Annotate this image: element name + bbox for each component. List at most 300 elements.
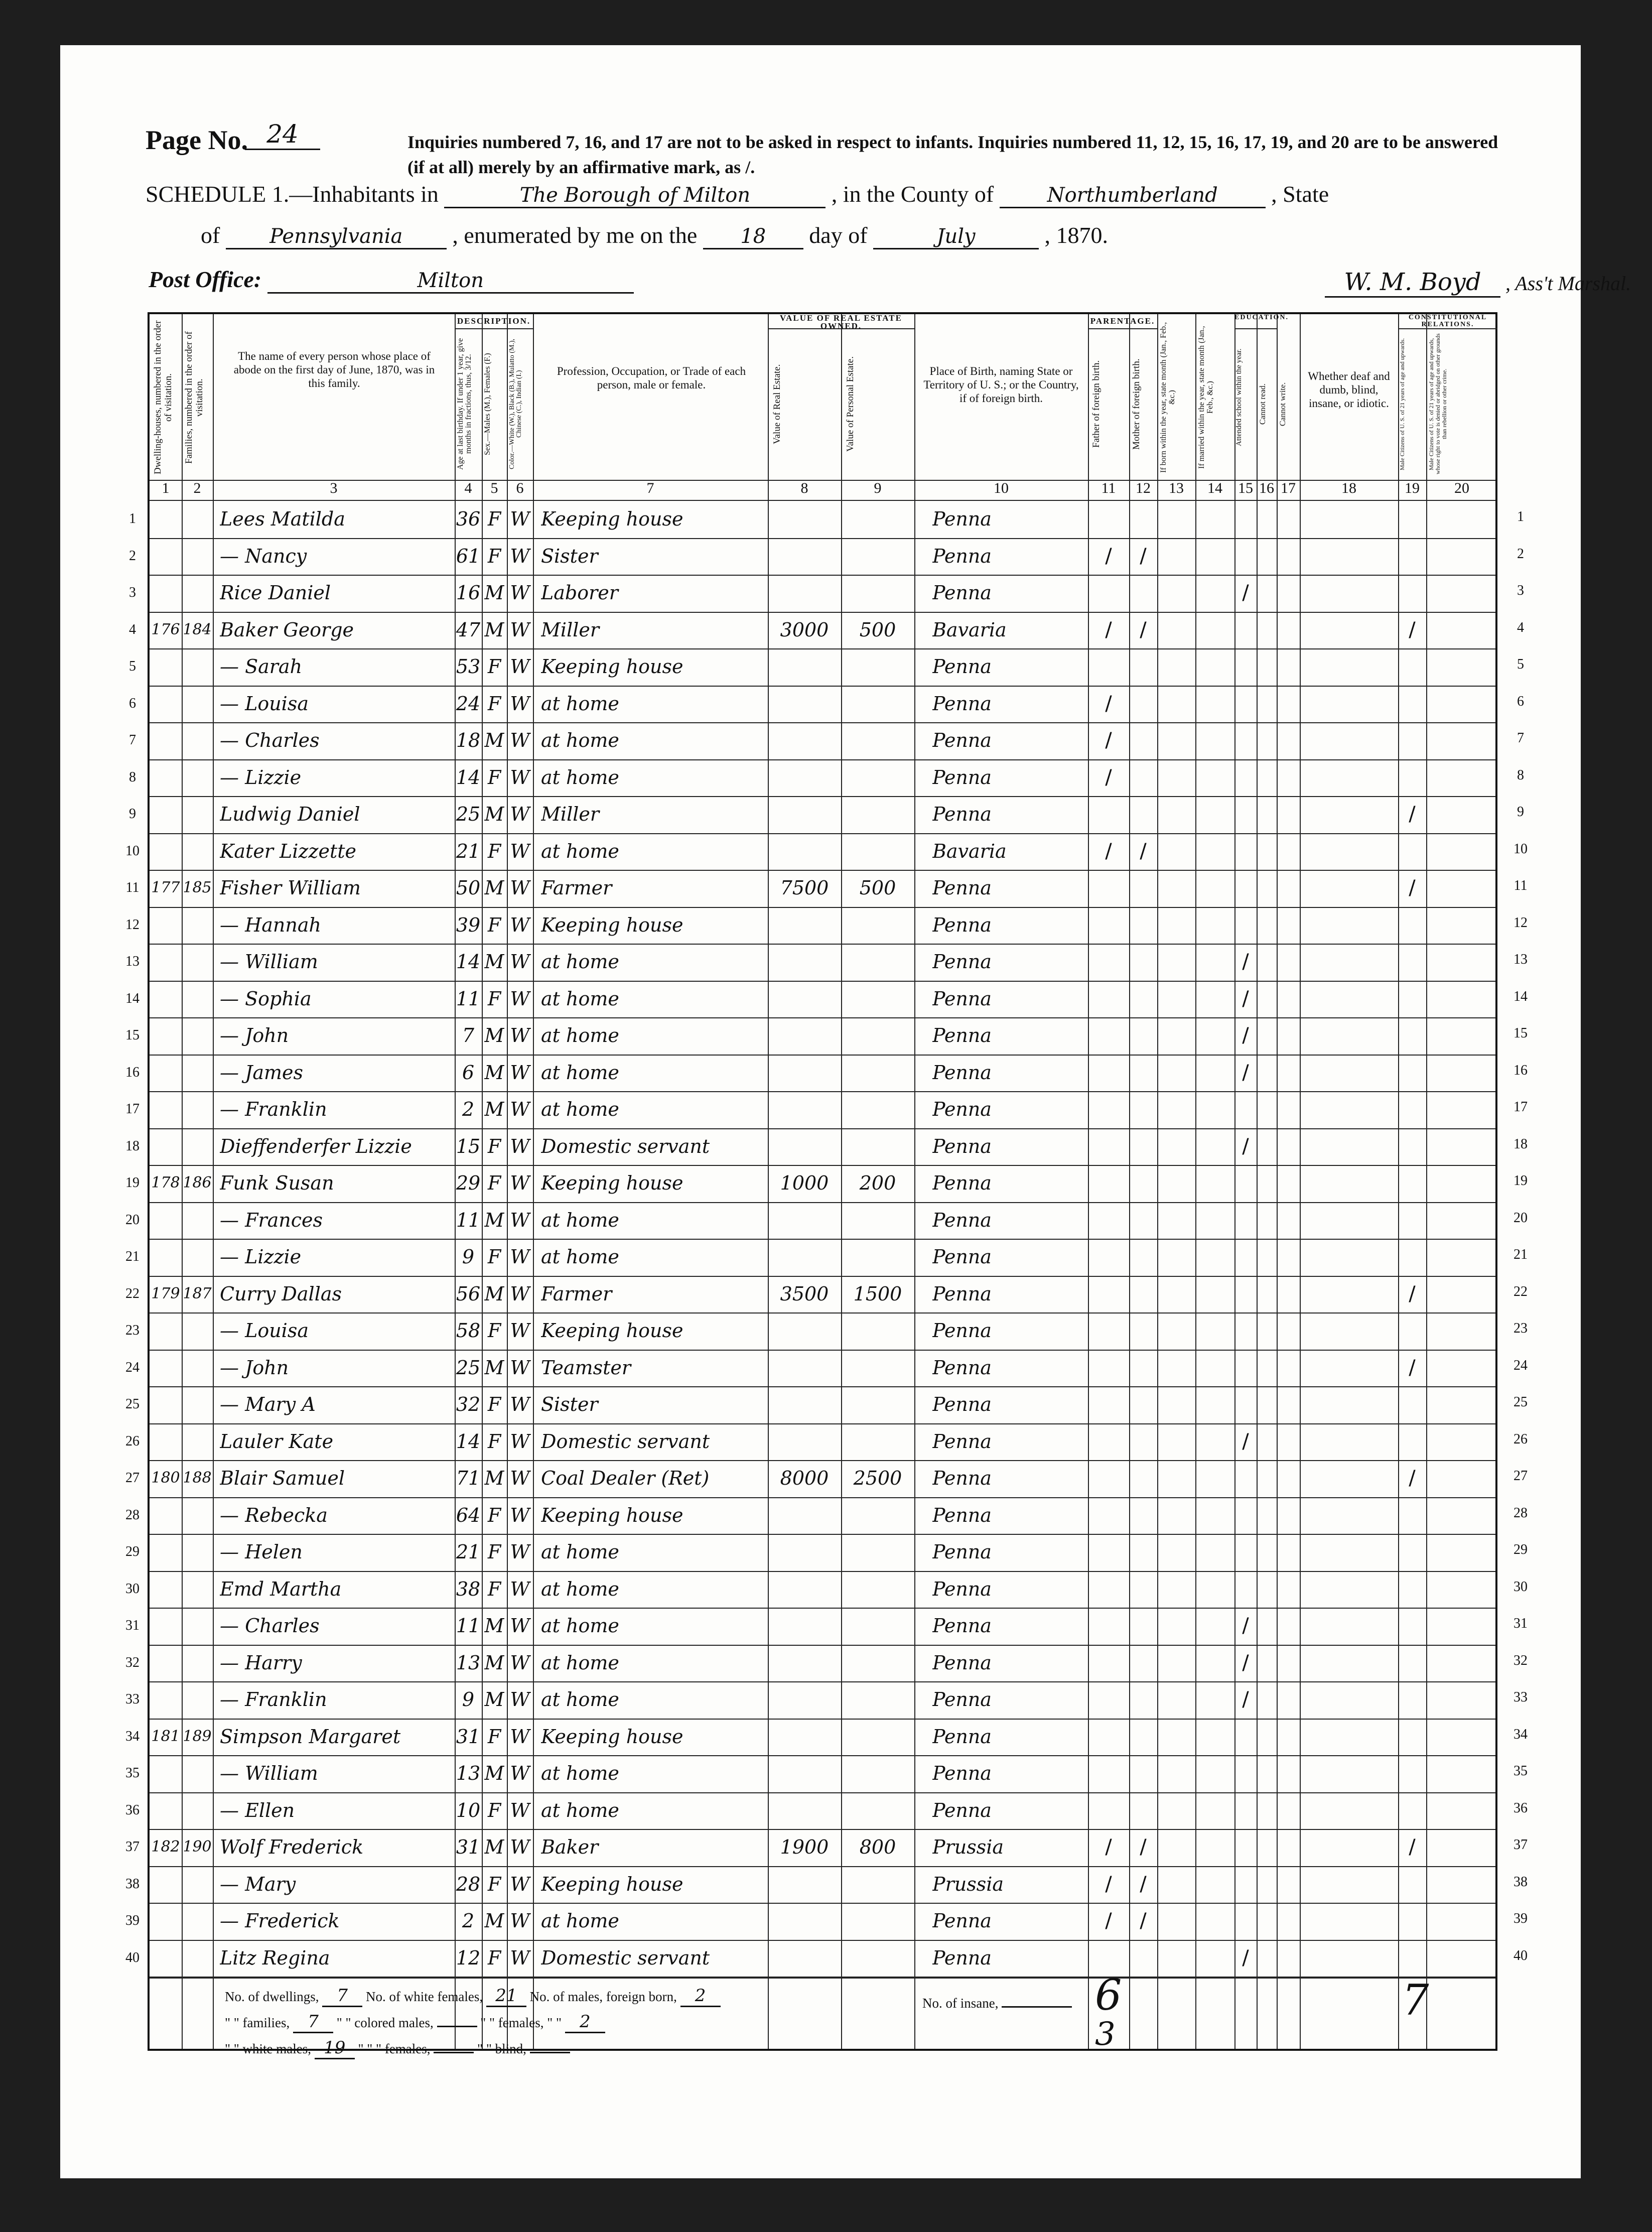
col-number: 16: [1259, 480, 1274, 496]
citizen-mark: [1398, 686, 1426, 722]
birthplace: Penna: [932, 1356, 992, 1379]
real-estate-value: 3000: [780, 618, 829, 641]
tally-father-foreign: 6: [1095, 1971, 1122, 2020]
real-estate-value: [768, 1681, 841, 1718]
school-mark: [1234, 907, 1257, 943]
margin-line-number: 25: [1513, 1394, 1528, 1410]
person-name: — Nancy: [220, 545, 307, 567]
school-mark: /: [1242, 581, 1249, 604]
dwelling-number: [150, 575, 182, 611]
age: 31: [456, 1725, 481, 1748]
margin-line-number: 2: [1517, 546, 1524, 562]
real-estate-value: 3500: [780, 1282, 829, 1305]
age: 28: [456, 1873, 481, 1895]
mother-foreign-mark: /: [1140, 1872, 1147, 1896]
sex: M: [484, 1615, 504, 1637]
school-mark: [1234, 501, 1257, 537]
citizen-mark: [1398, 1571, 1426, 1607]
father-foreign-mark: /: [1105, 729, 1112, 752]
sex: M: [484, 1651, 504, 1674]
personal-estate-value: [841, 1903, 914, 1939]
birthplace: Penna: [932, 1762, 992, 1784]
real-estate-value: [768, 538, 841, 574]
birthplace: Penna: [932, 1320, 992, 1342]
sex: F: [487, 1541, 501, 1563]
personal-estate-value: 800: [859, 1836, 896, 1858]
person-name: — Lizzie: [220, 766, 302, 789]
footer-line-3: [225, 2038, 570, 2059]
occupation: at home: [541, 1799, 619, 1821]
age: 71: [456, 1467, 481, 1489]
family-number: [182, 1423, 213, 1460]
col-8-header: Value of Real Estate.: [772, 364, 782, 444]
sex: M: [484, 1061, 504, 1084]
person-name: — Charles: [220, 729, 320, 751]
citizen-mark: [1398, 1866, 1426, 1902]
occupation: at home: [541, 1762, 619, 1784]
females-foreign-label: " " females, " ": [480, 2015, 562, 2030]
line-number: 4: [129, 621, 136, 637]
family-number: [182, 1055, 213, 1091]
citizen-mark: [1398, 1903, 1426, 1939]
family-number: [182, 1645, 213, 1681]
margin-line-number: 6: [1517, 693, 1524, 709]
dwelling-number: [150, 686, 182, 722]
line-number: 38: [125, 1876, 140, 1892]
scan-edge-bottom: [0, 2178, 1652, 2232]
father-foreign-mark: [1088, 870, 1129, 906]
occupation: at home: [541, 1615, 619, 1637]
color: W: [510, 1430, 530, 1453]
age: 12: [456, 1946, 481, 1969]
birthplace: Penna: [932, 1098, 992, 1120]
school-mark: [1234, 1091, 1257, 1127]
father-foreign-mark: [1088, 1350, 1129, 1386]
age: 13: [456, 1762, 481, 1784]
mother-foreign-mark: [1129, 1645, 1157, 1681]
real-estate-value: [768, 1202, 841, 1238]
family-number: [182, 1866, 213, 1902]
citizen-mark: /: [1409, 803, 1416, 826]
person-name: Fisher William: [220, 877, 361, 899]
occupation: Domestic servant: [541, 1430, 710, 1453]
color: W: [510, 1098, 530, 1120]
county-label: , in the County of: [831, 181, 994, 207]
sex: F: [487, 692, 501, 715]
dwelling-number: [150, 944, 182, 980]
post-office-label: Post Office:: [149, 267, 262, 292]
school-mark: [1234, 1202, 1257, 1238]
dwelling-number: [150, 1128, 182, 1164]
father-foreign-mark: [1088, 1460, 1129, 1496]
color: W: [510, 1836, 530, 1858]
line-number: 12: [125, 916, 140, 933]
father-foreign-mark: [1088, 1017, 1129, 1054]
school-mark: [1234, 1866, 1257, 1902]
col-number: 2: [193, 480, 201, 496]
insane-value: [1002, 2006, 1072, 2008]
age: 11: [456, 1209, 481, 1231]
family-number: [182, 1755, 213, 1791]
personal-estate-value: 2500: [853, 1467, 902, 1489]
school-mark: /: [1242, 1429, 1249, 1453]
family-number: 185: [183, 879, 212, 896]
personal-estate-value: 1500: [853, 1282, 902, 1305]
real-estate-value: [768, 1017, 841, 1054]
occupation: at home: [541, 1098, 619, 1120]
line-number: 40: [125, 1949, 140, 1965]
birthplace: Penna: [932, 1467, 992, 1489]
person-name: — Franklin: [220, 1098, 327, 1120]
family-number: [182, 833, 213, 869]
age: 25: [456, 803, 481, 825]
father-foreign-mark: [1088, 1202, 1129, 1238]
sex: F: [487, 1725, 501, 1748]
citizen-mark: /: [1409, 876, 1416, 899]
personal-estate-value: [841, 1866, 914, 1902]
citizen-mark: [1398, 981, 1426, 1017]
mother-foreign-mark: [1129, 1239, 1157, 1275]
person-name: — William: [220, 951, 318, 973]
birthplace: Prussia: [932, 1836, 1004, 1858]
sex: F: [487, 508, 501, 530]
person-name: Ludwig Daniel: [220, 803, 360, 825]
age: 24: [456, 692, 481, 715]
sex: M: [484, 1688, 504, 1711]
description-group-header: DESCRIPTION.: [457, 316, 531, 326]
dwelling-number: [150, 759, 182, 796]
sex: M: [484, 803, 504, 825]
mother-foreign-mark: [1129, 1460, 1157, 1496]
schedule-line: [146, 181, 1329, 208]
birthplace: Penna: [932, 1541, 992, 1563]
color: W: [510, 1061, 530, 1084]
personal-estate-value: [841, 1681, 914, 1718]
real-estate-value: [768, 722, 841, 758]
white-males-label: " " white males,: [225, 2041, 312, 2056]
family-number: [182, 1386, 213, 1422]
line-number: 27: [125, 1470, 140, 1486]
citizen-mark: [1398, 1681, 1426, 1718]
education-group-header: EDUCATION.: [1234, 314, 1289, 321]
person-name: — Frances: [220, 1209, 323, 1231]
blind-label: " " blind,: [477, 2041, 526, 2056]
birthplace: Penna: [932, 1688, 992, 1711]
mother-foreign-mark: [1129, 1055, 1157, 1091]
line-number: 18: [125, 1138, 140, 1154]
sex: M: [484, 582, 504, 604]
color: W: [510, 1209, 530, 1231]
dwelling-number: [150, 1386, 182, 1422]
birthplace: Penna: [932, 1282, 992, 1305]
school-mark: [1234, 538, 1257, 574]
dwelling-number: [150, 981, 182, 1017]
family-number: [182, 907, 213, 943]
dwelling-number: [150, 1497, 182, 1533]
citizen-mark: [1398, 1386, 1426, 1422]
citizen-mark: [1398, 538, 1426, 574]
birthplace: Penna: [932, 803, 992, 825]
father-foreign-mark: [1088, 907, 1129, 943]
age: 50: [456, 877, 481, 899]
personal-estate-value: [841, 796, 914, 832]
person-name: — James: [220, 1061, 303, 1084]
mother-foreign-mark: [1129, 1202, 1157, 1238]
col-number: 4: [464, 480, 472, 496]
family-number: [182, 1534, 213, 1570]
school-mark: [1234, 759, 1257, 796]
school-mark: /: [1242, 1061, 1249, 1084]
color: W: [510, 655, 530, 678]
sex: F: [487, 987, 501, 1010]
personal-estate-value: [841, 1312, 914, 1349]
school-mark: /: [1242, 1614, 1249, 1637]
dwelling-number: [150, 1017, 182, 1054]
col-number: 13: [1169, 480, 1184, 496]
margin-line-number: 33: [1513, 1689, 1528, 1705]
sex: F: [487, 1946, 501, 1969]
personal-estate-value: [841, 501, 914, 537]
margin-line-number: 23: [1513, 1321, 1528, 1336]
family-number: [182, 759, 213, 796]
family-number: [182, 1239, 213, 1275]
dwelling-number: [150, 1866, 182, 1902]
sex: F: [487, 913, 501, 936]
col-11-header: Father of foreign birth.: [1091, 360, 1102, 448]
color: W: [510, 1467, 530, 1489]
month-field: July: [873, 225, 1039, 249]
family-number: [182, 538, 213, 574]
dwelling-number: 177: [151, 879, 180, 896]
mother-foreign-mark: [1129, 944, 1157, 980]
age: 25: [456, 1356, 481, 1379]
line-number: 37: [125, 1839, 140, 1855]
color: W: [510, 618, 530, 641]
line-number: 30: [125, 1581, 140, 1597]
col-4-header: Age at last birthday. If under 1 year, give months in fractions, thus, 3/12.: [456, 338, 473, 470]
age: 18: [456, 729, 481, 751]
age: 36: [456, 508, 481, 530]
footer-insane: [922, 1996, 1072, 2011]
occupation: Sister: [541, 545, 598, 567]
person-name: — Helen: [220, 1541, 303, 1563]
personal-estate-value: [841, 1017, 914, 1054]
state-field: Pennsylvania: [226, 225, 447, 249]
color: W: [510, 1762, 530, 1784]
citizen-mark: /: [1409, 1835, 1416, 1859]
line-number: 34: [125, 1728, 140, 1744]
instructions-note: Inquiries numbered 7, 16, and 17 are not to be asked in respect to infants. Inquiries numbered 11, 12, 15, 16, 17, 19, and 20 are to be answered (if at all) merely by an affirmative mark, as /.: [407, 132, 1498, 177]
father-foreign-mark: [1088, 575, 1129, 611]
real-estate-value: [768, 759, 841, 796]
color: W: [510, 1799, 530, 1821]
line-number: 15: [125, 1027, 140, 1043]
father-foreign-mark: [1088, 1534, 1129, 1570]
real-estate-value: [768, 1055, 841, 1091]
color: W: [510, 582, 530, 604]
color: W: [510, 508, 530, 530]
family-number: [182, 1202, 213, 1238]
margin-line-number: 4: [1517, 619, 1524, 635]
margin-line-number: 3: [1517, 583, 1524, 598]
personal-estate-value: [841, 1571, 914, 1607]
occupation: at home: [541, 1578, 619, 1600]
family-number: 190: [183, 1838, 212, 1856]
mother-foreign-mark: [1129, 1128, 1157, 1164]
sex: F: [487, 655, 501, 678]
real-estate-value: [768, 1128, 841, 1164]
margin-line-number: 31: [1513, 1616, 1528, 1631]
dwelling-number: [150, 1940, 182, 1976]
margin-line-number: 35: [1513, 1763, 1528, 1779]
state-label: , State: [1271, 181, 1329, 207]
mother-foreign-mark: [1129, 1386, 1157, 1422]
color: W: [510, 1282, 530, 1305]
white-females-label: No. of white females,: [365, 1989, 483, 2004]
real-estate-value: [768, 1497, 841, 1533]
page-number-label: Page No.: [146, 125, 248, 155]
father-foreign-mark: [1088, 501, 1129, 537]
mother-foreign-mark: /: [1140, 1909, 1147, 1932]
col-7-header: Profession, Occupation, or Trade of each person, male or female.: [557, 365, 746, 391]
dwelling-number: 180: [151, 1469, 180, 1487]
col-16-header: Cannot read.: [1259, 383, 1267, 425]
birthplace: Penna: [932, 1504, 992, 1526]
col-17-header: Cannot write.: [1279, 382, 1287, 426]
citizen-mark: /: [1409, 1467, 1416, 1490]
personal-estate-value: [841, 722, 914, 758]
birthplace: Penna: [932, 1172, 992, 1194]
school-mark: [1234, 1903, 1257, 1939]
col-number: 17: [1281, 480, 1296, 496]
personal-estate-value: [841, 944, 914, 980]
personal-estate-value: [841, 648, 914, 685]
margin-line-number: 32: [1513, 1652, 1528, 1668]
margin-line-number: 10: [1513, 841, 1528, 857]
father-foreign-mark: /: [1105, 544, 1112, 568]
schedule-label: SCHEDULE 1.—Inhabitants in: [146, 181, 439, 207]
age: 11: [456, 1615, 481, 1637]
col-number: 18: [1341, 480, 1356, 496]
personal-estate-value: 500: [859, 877, 896, 899]
margin-line-number: 36: [1513, 1800, 1528, 1816]
family-number: [182, 1128, 213, 1164]
family-number: [182, 575, 213, 611]
margin-line-number: 9: [1517, 804, 1524, 820]
birthplace: Penna: [932, 913, 992, 936]
birthplace: Penna: [932, 582, 992, 604]
age: 21: [456, 840, 481, 862]
school-mark: [1234, 1165, 1257, 1201]
birthplace: Penna: [932, 545, 992, 567]
age: 53: [456, 655, 481, 678]
school-mark: [1234, 1719, 1257, 1755]
line-number: 25: [125, 1396, 140, 1412]
color: W: [510, 803, 530, 825]
line-number: 31: [125, 1618, 140, 1633]
family-number: [182, 796, 213, 832]
col-number: 14: [1207, 480, 1222, 496]
family-number: [182, 722, 213, 758]
sex: F: [487, 1504, 501, 1526]
citizen-mark: [1398, 1534, 1426, 1570]
personal-estate-value: [841, 759, 914, 796]
mother-foreign-mark: [1129, 981, 1157, 1017]
occupation: Keeping house: [541, 1172, 683, 1194]
school-mark: [1234, 686, 1257, 722]
citizen-mark: [1398, 1239, 1426, 1275]
marshal-line: [1325, 268, 1631, 298]
color: W: [510, 692, 530, 715]
col-19-header: Male Citizens of U. S. of 21 years of age and upwards.: [1399, 338, 1406, 470]
real-estate-value: [768, 1239, 841, 1275]
margin-line-number: 26: [1513, 1431, 1528, 1447]
personal-estate-value: [841, 1497, 914, 1533]
col-number: 7: [646, 480, 654, 496]
school-mark: [1234, 870, 1257, 906]
col-number: 11: [1101, 480, 1116, 496]
line-number: 14: [125, 990, 140, 1006]
line-number: 16: [125, 1064, 140, 1080]
occupation: Keeping house: [541, 913, 683, 936]
family-number: [182, 1608, 213, 1644]
dwelling-number: [150, 1534, 182, 1570]
person-name: — Ellen: [220, 1799, 295, 1821]
father-foreign-mark: /: [1105, 765, 1112, 789]
age: 2: [462, 1098, 475, 1120]
mother-foreign-mark: [1129, 1681, 1157, 1718]
citizen-mark: /: [1409, 618, 1416, 641]
family-number: 187: [183, 1284, 212, 1302]
mother-foreign-mark: [1129, 686, 1157, 722]
father-foreign-mark: [1088, 796, 1129, 832]
tally-mother-foreign: 3: [1095, 2016, 1116, 2053]
color: W: [510, 1910, 530, 1932]
col-number: 8: [800, 480, 808, 496]
real-estate-group-header: VALUE OF REAL ESTATE OWNED.: [780, 313, 902, 331]
occupation: at home: [541, 1651, 619, 1674]
scan-edge-top: [0, 0, 1652, 45]
family-number: [182, 686, 213, 722]
real-estate-value: 7500: [780, 877, 829, 899]
father-foreign-mark: [1088, 944, 1129, 980]
person-name: — Frederick: [220, 1910, 340, 1932]
margin-line-number: 11: [1513, 878, 1528, 893]
line-number: 1: [129, 511, 136, 527]
dwelling-number: [150, 1091, 182, 1127]
citizen-mark: [1398, 1055, 1426, 1091]
person-name: — Hannah: [220, 913, 321, 936]
color: W: [510, 877, 530, 899]
age: 14: [456, 1430, 481, 1453]
real-estate-value: [768, 1792, 841, 1828]
col-9-header: Value of Personal Estate.: [845, 356, 856, 452]
person-name: — Mary: [220, 1873, 296, 1895]
family-number: [182, 1497, 213, 1533]
col-number: 12: [1136, 480, 1151, 496]
sex: F: [487, 1172, 501, 1194]
dwelling-number: [150, 1645, 182, 1681]
real-estate-value: [768, 1571, 841, 1607]
color: W: [510, 1541, 530, 1563]
margin-line-number: 13: [1513, 952, 1528, 967]
father-foreign-mark: [1088, 1165, 1129, 1201]
mother-foreign-mark: [1129, 1571, 1157, 1607]
real-estate-value: [768, 796, 841, 832]
color: W: [510, 951, 530, 973]
father-foreign-mark: [1088, 648, 1129, 685]
age: 14: [456, 951, 481, 973]
